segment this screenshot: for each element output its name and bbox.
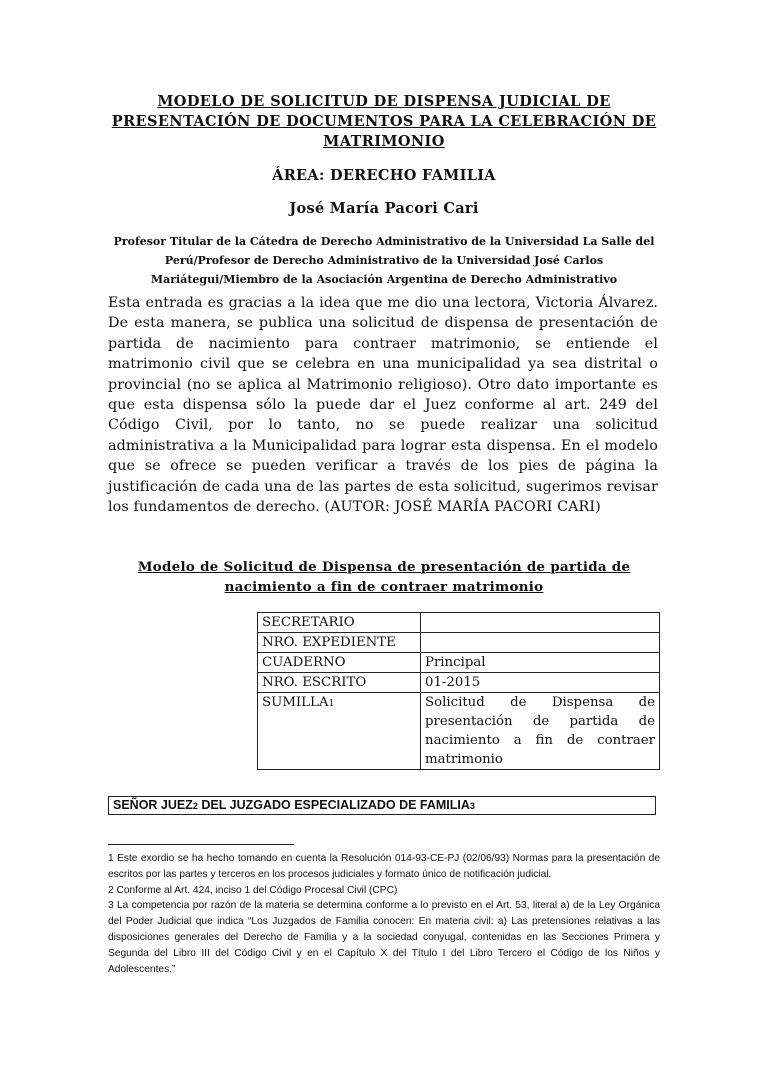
table-row	[258, 653, 660, 673]
addressee-box	[108, 796, 656, 815]
footnote-3: 3 La competencia por razón de la materia se determina conforme a lo previsto en el Art. 53, literal a) de la Ley Orgánica del Poder Judicial que indica “Los Juzgados de Familia conocen: En materia civil: a) Las pretensiones relativas a las disposiciones generales del Derecho de Familia y a la sociedad conyugal, contenidas en las Secciones Primera y Segunda del Libro III del Código Civil y en el Capítulo X del Título I del Libro Tercero el Código de los Niños y Adolescentes.”	[108, 900, 660, 975]
author-affiliation	[108, 232, 660, 289]
footnote-1: 1 Este exordio se ha hecho tomando en cuenta la Resolución 014-93-CE-PJ (02/06/93) Normas para la presentación de escritos por las partes y terceros en los procesos judiciales y formato único de notificación judicial.	[108, 853, 660, 880]
row-value-expediente	[421, 633, 660, 653]
author-name: José María Pacori Cari	[289, 200, 479, 217]
table-row	[258, 613, 660, 633]
affiliation-line-2: Perú/Profesor de Derecho Administrativo de la Universidad José Carlos	[164, 254, 604, 267]
row-label-escrito: NRO. ESCRITO	[258, 673, 421, 693]
row-value-secretario	[421, 613, 660, 633]
addressee-court: DEL JUZGADO ESPECIALIZADO DE FAMILIA	[197, 798, 470, 812]
footnote-ref-3: 3	[469, 801, 475, 811]
subtitle-line-2: nacimiento a fin de contraer matrimonio	[224, 579, 544, 595]
row-label-sumilla	[258, 693, 421, 770]
row-label-expediente: NRO. EXPEDIENTE	[258, 633, 421, 653]
title-line-2: PRESENTACIÓN DE DOCUMENTOS PARA LA CELEBRACIÓN DE	[111, 113, 657, 130]
table-row	[258, 673, 660, 693]
sumilla-label-text: SUMILLA	[262, 695, 329, 710]
footnote-ref-2: 2	[192, 801, 198, 811]
document-title	[108, 92, 660, 152]
footnote-2: 2 Conforme al Art. 424, inciso 1 del Código Procesal Civil (CPC)	[108, 884, 398, 896]
table-row	[258, 693, 660, 770]
row-value-cuaderno: Principal	[421, 653, 660, 673]
addressee-judge: SEÑOR JUEZ	[113, 798, 193, 812]
row-label-secretario: SECRETARIO	[258, 613, 421, 633]
title-line-3: MATRIMONIO	[323, 133, 445, 150]
affiliation-line-3: Mariátegui/Miembro de la Asociación Argentina de Derecho Administrativo	[150, 273, 618, 286]
row-value-escrito: 01-2015	[421, 673, 660, 693]
case-details-table	[257, 612, 660, 770]
title-line-1: MODELO DE SOLICITUD DE DISPENSA JUDICIAL DE	[157, 93, 611, 110]
affiliation-line-1: Profesor Titular de la Cátedra de Derecho Administrativo de la Universidad La Salle del	[113, 235, 655, 248]
footnote-divider	[108, 844, 294, 845]
row-label-cuaderno: CUADERNO	[258, 653, 421, 673]
row-value-sumilla: Solicitud de Dispensa de presentación de partida de nacimiento a fin de contraer matrimonio	[421, 693, 660, 770]
table-row	[258, 633, 660, 653]
model-subtitle	[120, 557, 648, 597]
footnote-ref-1: 1	[328, 699, 335, 709]
footnotes	[108, 851, 660, 977]
area-heading: ÁREA: DERECHO FAMILIA	[272, 167, 496, 184]
intro-paragraph: Esta entrada es gracias a la idea que me dio una lectora, Victoria Álvarez. De esta manera, se publica una solicitud de dispensa de presentación de partida de nacimiento para contraer matrimonio, se entiende el matrimonio civil que se celebra en una municipalidad ya sea distrital o provincial (no se aplica al Matrimonio religioso). Otro dato importante es que esta dispensa sólo la puede dar el Juez conforme al art. 249 del Código Civil, por lo tanto, no se puede realizar una solicitud administrativa a la Municipalidad para lograr esta dispensa. En el modelo que se ofrece se pueden verificar a través de los pies de página la justificación de cada una de las partes de esta solicitud, sugerimos revisar los fundamentos de derecho. (AUTOR: JOSÉ MARÍA PACORI CARI)	[108, 295, 658, 516]
subtitle-line-1: Modelo de Solicitud de Dispensa de presentación de partida de	[137, 559, 631, 575]
